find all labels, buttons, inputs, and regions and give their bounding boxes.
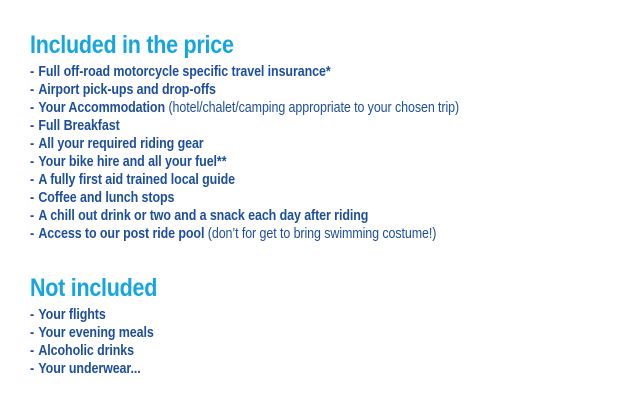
item-note: (hotel/chalet/camping appropriate to your chosen trip) — [168, 100, 460, 116]
item-text: Your Accommodation — [38, 100, 166, 116]
not-included-list — [30, 306, 634, 378]
list-item — [30, 306, 634, 324]
bullet-dash: - — [30, 226, 35, 242]
bullet-dash: - — [30, 361, 35, 377]
content-column — [30, 33, 634, 378]
list-item — [30, 153, 634, 171]
bullet-dash: - — [30, 154, 35, 170]
item-text: Airport pick-ups and drop-offs — [38, 82, 216, 98]
item-note: (don’t for get to bring swimming costume!) — [207, 226, 437, 242]
item-text: Coffee and lunch stops — [38, 190, 175, 206]
item-text: Access to our post ride pool — [38, 226, 205, 242]
bullet-dash: - — [30, 172, 35, 188]
list-item — [30, 207, 634, 225]
bullet-dash: - — [30, 100, 35, 116]
item-text: Full off-road motorcycle specific travel insurance* — [38, 64, 331, 80]
list-item — [30, 117, 634, 135]
list-item — [30, 324, 634, 342]
item-text: A fully first aid trained local guide — [38, 172, 235, 188]
included-section-title: Included in the price — [30, 31, 234, 59]
not-included-section — [30, 276, 634, 378]
bullet-dash: - — [30, 325, 35, 341]
not-included-section-title: Not included — [30, 274, 158, 302]
item-text: Your underwear... — [38, 361, 141, 377]
list-item — [30, 81, 634, 99]
item-text: All your required riding gear — [38, 136, 204, 152]
list-item — [30, 171, 634, 189]
included-section — [30, 33, 634, 243]
list-item — [30, 135, 634, 153]
list-item — [30, 360, 634, 378]
item-text: Your evening meals — [38, 325, 154, 341]
list-item — [30, 63, 634, 81]
included-list — [30, 63, 634, 243]
list-item — [30, 225, 634, 243]
list-item — [30, 342, 634, 360]
bullet-dash: - — [30, 82, 35, 98]
list-item — [30, 189, 634, 207]
item-text: Full Breakfast — [38, 118, 120, 134]
bullet-dash: - — [30, 307, 35, 323]
item-text: Your bike hire and all your fuel** — [38, 154, 227, 170]
item-text: Alcoholic drinks — [38, 343, 135, 359]
bullet-dash: - — [30, 190, 35, 206]
list-item — [30, 99, 634, 117]
bullet-dash: - — [30, 343, 35, 359]
bullet-dash: - — [30, 136, 35, 152]
item-text: A chill out drink or two and a snack each day after riding — [38, 208, 369, 224]
bullet-dash: - — [30, 118, 35, 134]
item-text: Your flights — [38, 307, 106, 323]
bullet-dash: - — [30, 208, 35, 224]
bullet-dash: - — [30, 64, 35, 80]
